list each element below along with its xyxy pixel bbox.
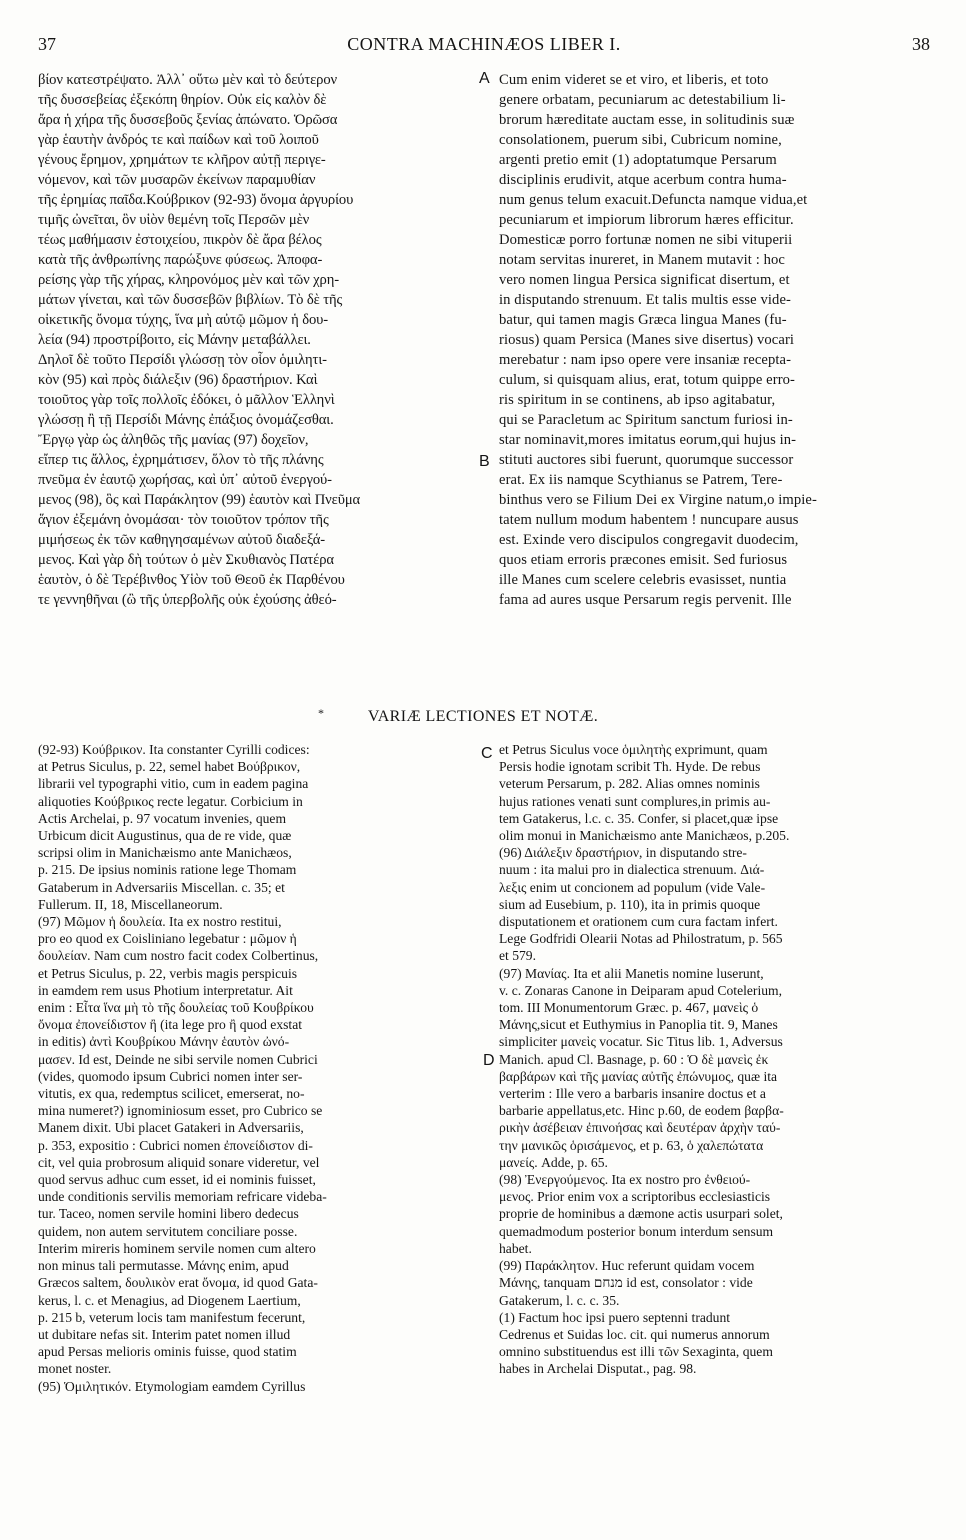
note-line: vitutis, ex qua, redemptus scilicet, emerserat, no- <box>38 1086 305 1102</box>
greek-text-line: τοιοῦτος γὰρ τοῖς πολλοῖς ἐδόκει, ὁ μᾶλλον Ἑλληνὶ <box>38 392 335 408</box>
note-line: quemadmodum posterior bonum interdum sensum <box>499 1223 774 1239</box>
note-line: tom. III Monumentorum Græc. p. 467, μανεὶς ὁ <box>499 1000 759 1016</box>
note-line: v. c. Zonaras Canone in Deiparam apud Cotelerium, <box>499 982 782 998</box>
greek-text-line: λεία (94) προστρίβοιτο, εἰς Μάνην μεταβάλλει. <box>38 332 311 348</box>
note-line: pro eo quod ex Coisliniano legebatur : μῶμον ἡ <box>38 931 297 947</box>
note-line: aliquoties Κούβρικος recte legatur. Corbicium in <box>38 793 303 809</box>
latin-text-line: ille Manes cum scelere celebris evasisset, nuntia <box>499 572 787 588</box>
greek-text-line: κατὰ τῆς ἀνθρωπίνης παρώξυνε φύσεως. Ἀποφα- <box>38 252 323 268</box>
section-marker-c: C <box>481 745 493 762</box>
note-line: (1) Factum hoc ipsi puero septenni tradunt <box>499 1309 731 1325</box>
note-line: kerus, l. c. et Menagius, ad Diogenem Laertium, <box>38 1292 301 1308</box>
latin-text-line: disciplinis erudivit, atque acerbum contra huma- <box>499 172 787 188</box>
note-line: Manem dixit. Ubi placet Gatakeri in Adversariis, <box>38 1120 304 1136</box>
note-line: (98) Ἐνεργούμενος. Ita ex nostro pro ἐνθειού- <box>499 1172 751 1188</box>
note-line: mina numeret?) ignominiosum esset, pro Cubrico se <box>38 1103 323 1119</box>
note-line: monet noster. <box>38 1361 112 1377</box>
note-line: βαρβάρων καὶ τῆς μανίας αὐτῆς ἐπώνυμος, quæ ita <box>499 1068 778 1084</box>
greek-text-line: μενος. Καὶ γὰρ δὴ τούτων ὁ μὲν Σκυθιανὸς Πατέρα <box>38 552 334 568</box>
note-line: Cedrenus et Suidas loc. cit. qui numerus annorum <box>499 1326 770 1342</box>
latin-text-line: merebatur : nam ipso opere vere insaniæ recepta- <box>499 352 792 368</box>
note-line: (97) Μανίας. Ita et alii Manetis nomine luserunt, <box>499 965 764 981</box>
note-line: ὄνομα ἐπονείδιστον ἢ (ita lege pro ἢ quod exstat <box>38 1017 303 1033</box>
note-line: et Petrus Siculus, p. 22, verbis magis perspicuis <box>38 965 298 981</box>
note-line: simpliciter μανεὶς vocatur. Sic Titus lib. 1, Adversus <box>499 1034 783 1050</box>
note-line: tur. Taceo, nomen servile homini libero dedecus <box>38 1206 299 1222</box>
note-line: (96) Διάλεξιν δραστήριον, in disputando stre- <box>499 845 747 861</box>
greek-text-line: γένους ἔρημον, χρημάτων τε κλῆρον αὐτῇ περιγε- <box>38 152 326 168</box>
latin-text-line: argenti pretio emit (1) adoptatumque Persarum <box>499 152 777 168</box>
greek-text-line: τε γεννηθῆναι (ὢ τῆς ὑπερβολῆς οὐκ ἐχούσης ἀθεό- <box>38 592 337 608</box>
greek-text-line: Δηλοῖ δὲ τοῦτο Περσίδι γλώσσῃ τὸν οἷον ὁμιλητι- <box>38 352 327 368</box>
page-number-right: 38 <box>912 34 930 54</box>
greek-text-line: ἑαυτὸν, ὁ δὲ Τερέβινθος Υἱὸν τοῦ Θεοῦ ἐκ Παρθένου <box>38 572 345 588</box>
note-line: sium ad Eusebium, p. 110), ita in primis quoque <box>499 896 761 912</box>
note-line: Gatakerum, l. c. c. 35. <box>499 1292 620 1308</box>
latin-text-line: num genus telum exacuit.Defuncta namque vidua,et <box>499 192 808 208</box>
greek-text-line: ἄρα ἡ χήρα τῆς δυσσεβοῦς ξενίας ἀπώνατο. Ὁρῶσα <box>38 112 338 128</box>
note-line: p. 353, expositio : Cubrici nomen ἐπονείδιστον di- <box>38 1137 313 1153</box>
greek-text-line: μενος (98), ὃς καὶ Παράκλητον (99) ἑαυτὸν καὶ Πνεῦμα <box>38 492 361 508</box>
greek-text-line: τέως μαθήμασιν ἐστοιχείου, πικρὸν δὲ ἄρα βέλος <box>38 232 322 248</box>
note-line: p. 215. De ipsius nominis ratione lege Thomam <box>38 862 297 878</box>
note-line: habet. <box>499 1240 532 1256</box>
greek-text-line: νόμενον, καὶ τῶν μυσαρῶν ἐκείνων παραμυθίαν <box>38 172 316 188</box>
note-line: at Petrus Siculus, p. 22, semel habet Βούβρικον, <box>38 759 301 775</box>
greek-text-line: τιμῆς ὠνεῖται, ὃν υἱὸν θεμένη τοῖς Περσῶν μὲν <box>38 212 310 228</box>
latin-text-line: star nominavit,mores imitatus eorum,qui hujus in- <box>499 432 797 448</box>
note-line: in editis) ἀντὶ Κουβρίκου Μάνην ἑαυτὸν ὠνό- <box>38 1034 290 1050</box>
latin-text-line: binthus vero se Filium Dei ex Virgine natum,o impie- <box>499 492 817 508</box>
greek-text-line: βίον κατεστρέψατο. Ἀλλ᾽ οὕτω μὲν καὶ τὸ δεύτερον <box>38 72 338 88</box>
notes-right-column <box>499 741 931 1378</box>
note-line: την μανικῶς ὁρισάμενος, et p. 63, ὁ χαλεπώτατα <box>499 1137 764 1153</box>
latin-text-line: pecuniarum et impiorum librorum hæres efficitur. <box>499 212 794 228</box>
latin-text-line: stituti auctores sibi fuerunt, quorumque successor <box>499 452 794 468</box>
greek-text-column <box>38 70 483 610</box>
note-line: λεξις enim ut concionem ad populum (vide Vale- <box>499 879 766 895</box>
section-marker-a: A <box>479 70 490 87</box>
note-line: (97) Μῶμον ἡ δουλεία. Ita ex nostro restitui, <box>38 914 282 930</box>
greek-text-line: ἅγιον ἐξεμάνη ὀνομάσαι· τὸν τοιοῦτον τρόπον τῆς <box>38 512 329 528</box>
note-line: et 579. <box>499 948 536 964</box>
note-line: (92-93) Κούβρικον. Ita constanter Cyrilli codices: <box>38 742 310 757</box>
greek-text-line: εἴπερ τις ἄλλος, ἐχρημάτισεν, ὅλον τὸ τῆς πλάνης <box>38 452 324 468</box>
latin-text-line: vero nomen lingua Persica significat disertum, et <box>499 272 790 288</box>
greek-text-line: γὰρ ἑαυτὴν ἀνδρός τε καὶ παίδων καὶ τοῦ λοιποῦ <box>38 132 319 148</box>
latin-text-line: riosus) quam Persica (Manes sive disertus) vocari <box>499 332 795 348</box>
latin-text-line: brorum hæreditate auctam esse, in solitudinis suæ <box>499 112 795 128</box>
greek-text-line: τῆς ἐρημίας παῖδα.Κούβρικον (92-93) ὄνομα ἀργυρίου <box>38 192 354 208</box>
latin-text-line: notam servitas inureret, in Manem mutavit : hoc <box>499 252 785 268</box>
greek-text-line: ρείσης γὰρ τῆς χήρας, κληρονόμος μὲν καὶ τῶν χρη- <box>38 272 339 288</box>
latin-text-line: Domesticæ porro fortunæ nomen ne sibi vituperii <box>499 232 793 248</box>
note-line: disputationem et orationem cum cura factam infert. <box>499 914 778 930</box>
greek-text-line: πνεῦμα ἐν ἑαυτῷ χωρήσας, καὶ ὑπ᾽ αὐτοῦ ἐνεργού- <box>38 472 332 488</box>
latin-text-line: fama ad aures usque Persarum regis pervenit. Ille <box>499 592 792 608</box>
note-line: quidem, non autem servitutem conciliare posse. <box>38 1223 298 1239</box>
note-line: in eamdem rem usus Photium interpretatur. Ait <box>38 982 293 998</box>
note-line: μασεν. Id est, Deinde ne sibi servile nomen Cubrici <box>38 1051 318 1067</box>
note-line: habes in Archelai Disputat., pag. 98. <box>499 1361 697 1377</box>
latin-text-line: batur, qui tamen magis Græca lingua Manes (fu- <box>499 312 787 328</box>
note-line: Urbicum dicit Augustinus, qua de re vide, quæ <box>38 828 292 844</box>
note-line: δουλείαν. Nam cum nostro facit codex Colbertinus, <box>38 948 319 964</box>
note-line: veterum Persarum, p. 282. Alias omnes nominis <box>499 776 760 792</box>
latin-text-line: consolationem, puerum sibi, Cubricum nomine, <box>499 132 782 148</box>
note-line: non minus tali permutasse. Μάνης enim, apud <box>38 1258 289 1274</box>
latin-text-line: quos etiam erroris præcones emisit. Sed furiosus <box>499 552 788 568</box>
latin-text-column <box>499 70 931 610</box>
notes-heading <box>0 708 966 726</box>
note-line: barbarie appellatus,etc. Hinc p.60, de eodem βαρβα- <box>499 1103 784 1119</box>
note-line: Gataberum in Adversariis Miscellan. c. 35; et <box>38 879 285 895</box>
greek-text-line: γλώσσῃ ἢ τῇ Περσίδι Μάνης ἐπάξιος ὀνομάζεσθαι. <box>38 412 334 428</box>
note-line: et Petrus Siculus voce ὁμιλητὴς exprimunt, quam <box>499 742 768 757</box>
note-line: unde conditionis servilis memoriam refricare videba- <box>38 1189 327 1205</box>
notes-title: VARIÆ LECTIONES ET NOTÆ. <box>367 708 599 725</box>
latin-text-line: Cum enim videret se et viro, et liberis, et toto <box>499 72 769 88</box>
note-line: (95) Ὁμιλητικόν. Etymologiam eamdem Cyrillus <box>38 1378 306 1394</box>
note-line: Manich. apud Cl. Basnage, p. 60 : Ὁ δὲ μανεὶς ἐκ <box>499 1051 769 1067</box>
note-line: Μάνης, tanquam מנחם id est, consolator : vide <box>499 1275 753 1291</box>
note-line: scripsi olim in Manichæismo ante Manichæos, <box>38 845 292 861</box>
note-line: omnino substituendus est illi τῶν Sexaginta, quem <box>499 1344 773 1360</box>
note-line: Persis hodie ignotam scribit Th. Hyde. De rebus <box>499 759 761 775</box>
note-line: (vides, quomodo ipsum Cubrici nomen inter ser- <box>38 1068 303 1084</box>
latin-text-line: tatem nullum modum habentem ! nuncupare ausus <box>499 512 799 528</box>
page-header <box>38 34 930 56</box>
note-line: nuum : ita malui pro in dialectica strenuum. Διά- <box>499 862 765 878</box>
note-line: μενος. Prior enim vox a scriptoribus ecclesiasticis <box>499 1189 771 1205</box>
note-line: p. 215 b, veterum locis tam manifestum fecerunt, <box>38 1309 306 1325</box>
note-line: Lege Godfridi Olearii Notas ad Philostratum, p. 565 <box>499 931 783 947</box>
latin-text-line: genere orbatam, pecuniarum ac detestabilium li- <box>499 92 786 108</box>
notes-left-column <box>38 741 476 1395</box>
note-line: μανείς. Adde, p. 65. <box>499 1154 608 1170</box>
note-line: (99) Παράκλητον. Huc referunt quidam vocem <box>499 1258 755 1274</box>
note-line: cit, vel quia probrosum aliquid sonare videretur, vel <box>38 1154 320 1170</box>
greek-text-line: τῆς δυσσεβείας ἐξεκόπη θηρίον. Οὐκ εἰς καλὸν δὲ <box>38 92 327 108</box>
latin-text-line: erat. Ex iis namque Scythianus se Patrem, Tere- <box>499 472 783 488</box>
section-marker-b: B <box>479 453 490 470</box>
note-line: Græcos saltem, δουλικὸν erat ὄνομα, id quod Gata- <box>38 1275 318 1291</box>
note-line: proprie de hominibus a dæmone actis usurpari solet, <box>499 1206 783 1222</box>
note-line: librarii vel typographi vitio, cum in eadem pagina <box>38 776 309 792</box>
note-line: Μάνης,sicut et Euthymius in Panoplia tit. 9, Manes <box>499 1017 778 1033</box>
note-line: apud Persas melioris ominis fuisse, quod statim <box>38 1344 297 1360</box>
latin-text-line: culum, si quisquam alius, erat, totum quippe erro- <box>499 372 796 388</box>
greek-text-line: μιμήσεως ἐκ τῶν καθηγησαμένων αὐτοῦ διαδεξά- <box>38 532 326 548</box>
notes-asterisk: * <box>318 706 325 720</box>
section-marker-d: D <box>483 1052 495 1069</box>
note-line: tem Gatakerus, l.c. c. 35. Confer, si placet,quæ ipse <box>499 810 779 826</box>
note-line: Interim mireris hominem servile nomen cum altero <box>38 1240 316 1256</box>
latin-text-line: qui se Paracletum ac Spiritum sanctum furiosi in- <box>499 412 793 428</box>
latin-text-line: in disputando strenuum. Et talis multis esse vide- <box>499 292 791 308</box>
greek-text-line: κὸν (95) καὶ πρὸς διάλεξιν (96) δραστήριον. Καὶ <box>38 372 318 388</box>
greek-text-line: οἰκετικῆς ὄνομα τύχης, ἵνα μὴ αὐτῷ μῶμον ἡ δου- <box>38 312 329 328</box>
greek-text-line: Ἔργῳ γὰρ ὡς ἀληθῶς τῆς μανίας (97) δοχεῖον, <box>38 432 309 448</box>
page-number-left: 37 <box>38 34 56 54</box>
note-line: enim : Εἶτα ἵνα μὴ τὸ τῆς δουλείας τοῦ Κουβρίκου <box>38 1000 314 1016</box>
note-line: Actis Archelai, p. 97 vocatum invenies, quem <box>38 810 287 826</box>
note-line: hujus rationes venati sunt complures,in primis au- <box>499 793 771 809</box>
note-line: olim monui in Manichæismo ante Manichæos, p.205. <box>499 828 790 844</box>
note-line: Fullerum. II, 18, Miscellaneorum. <box>38 896 223 912</box>
latin-text-line: est. Exinde vero discipulos congregavit duodecim, <box>499 532 799 548</box>
running-title: CONTRA MACHINÆOS LIBER I. <box>347 34 621 54</box>
note-line: verterim : Ille vero a barbaris insanire doctus et a <box>499 1086 766 1102</box>
note-line: quod servus adhuc cum esset, id ei nominis fuisset, <box>38 1172 316 1188</box>
latin-text-line: ris spiritum in se continens, ab ipso agitabatur, <box>499 392 776 408</box>
note-line: ρικὴν ἀσέβειαν ἐπινοήσας καὶ δευτέραν ἀρχὴν ταύ- <box>499 1120 781 1136</box>
greek-text-line: μάτων γίνεται, καὶ τῶν δυσσεβῶν βιβλίων. Τὸ δὲ τῆς <box>38 292 343 308</box>
note-line: ut dubitare nefas sit. Interim patet nomen illud <box>38 1326 291 1342</box>
